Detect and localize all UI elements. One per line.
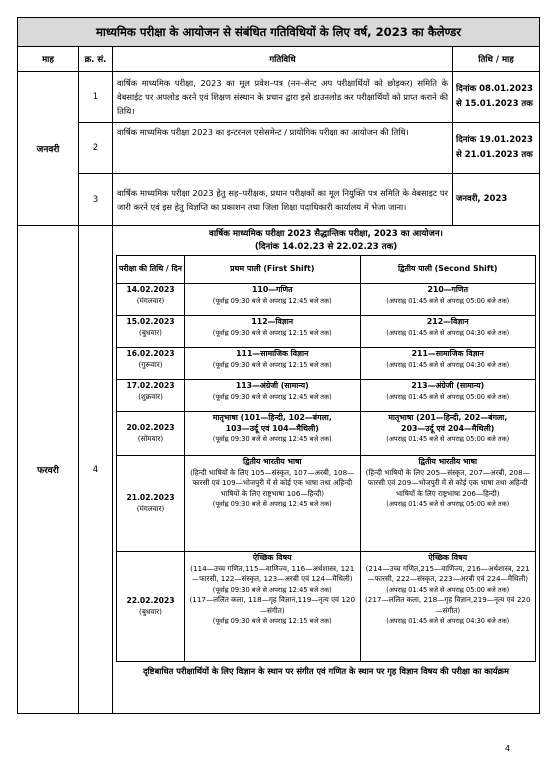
paper-name: ऐच्छिक विषय <box>252 553 292 562</box>
exam-table <box>116 255 536 662</box>
first-shift-cell <box>185 380 361 412</box>
row-activity: वार्षिक माध्यमिक परीक्षा, 2023 का मूल प्रवेश–पत्र (नन–सेन्ट अप परीक्षार्थियों को छोड़कर) समिति के वेबसाईट पर अपलोड करने एवं शिक्षण संस्थान के प्रधान द्वारा इसे डाउनलोड कर परीक्षार्थियों को प्राप्त कराने की तिथि। <box>113 72 453 123</box>
shift-time: (अपराह्न 01:45 बजे से अपराह्न 04:30 बजे तक) <box>386 617 510 625</box>
paper-name: मातृभाषा (101—हिन्दी, 102—बंगला, <box>212 413 332 422</box>
exam-date-cell <box>117 284 185 316</box>
first-shift-cell <box>185 348 361 380</box>
shift-time: (पूर्वाह्न 09:30 बजे से अपराह्न 12:15 बजे तक) <box>212 360 332 369</box>
shift-time: (अपराह्न 01:45 बजे से अपराह्न 05:00 बजे तक) <box>386 296 510 305</box>
exam-date-cell <box>117 316 185 348</box>
first-shift-cell <box>185 412 361 456</box>
paper-detail: (हिन्दी भाषियों के लिए 105—संस्कृत, 107—अरबी, 108—फारसी एवं 109—भोजपुरी में से कोई एक भाषा तथा अहिन्दी भाषियों के लिए राष्ट्रभाषा 106—हिन्दी) <box>190 467 355 498</box>
shift-time: (अपराह्न 01:45 बजे से अपराह्न 04:30 बजे तक) <box>386 360 510 369</box>
shift-time: (अपराह्न 01:45 बजे से अपराह्न 05:00 बजे तक) <box>386 500 510 508</box>
paper-detail: (हिन्दी भाषियों के लिए 205—संस्कृत, 207—अरबी, 208—फारसी एवं 209—भोजपुरी में से कोई एक भाषा तथा अहिन्दी भाषियों के लिए राष्ट्रभाषा 206—हिन्दी) <box>365 467 530 498</box>
exam-date: 14.02.2023 <box>126 285 175 294</box>
row-sno: 4 <box>79 226 113 714</box>
shift-time: (पूर्वाह्न 09:30 बजे से अपराह्न 12:45 बजे तक) <box>212 392 332 401</box>
second-shift-cell <box>360 456 536 552</box>
second-shift-cell <box>360 348 536 380</box>
exam-day: (बुधवार) <box>139 327 162 337</box>
row-sno: 1 <box>79 72 113 123</box>
shift-time: (अपराह्न 01:45 बजे से अपराह्न 05:00 बजे तक) <box>386 585 510 594</box>
shift-time: (पूर्वाह्न 09:30 बजे से अपराह्न 12:45 बजे तक) <box>212 500 332 508</box>
paper-name: मातृभाषा (201—हिन्दी, 202—बंगला, <box>388 413 508 422</box>
month-january: जनवरी <box>18 72 79 226</box>
paper-name: द्वितीय भारतीय भाषा <box>418 457 478 466</box>
second-shift-cell <box>360 552 536 662</box>
exam-date-cell <box>117 412 185 456</box>
col-second-header: द्वितीय पाली (Second Shift) <box>360 256 536 284</box>
exam-day: (गुरूवार) <box>138 359 163 369</box>
paper-name: 111—सामाजिक विज्ञान <box>236 349 309 358</box>
page-number: 4 <box>505 744 511 753</box>
shift-time: (अपराह्न 01:45 बजे से अपराह्न 04:30 बजे तक) <box>386 328 510 337</box>
schedule-subtitle: (दिनांक 14.02.23 से 22.02.23 तक) <box>254 242 398 252</box>
shift-time: (पूर्वाह्न 09:30 बजे से अपराह्न 12:15 बजे तक) <box>212 328 332 337</box>
exam-day: (मंगलवार) <box>136 295 165 305</box>
exam-date: 15.02.2023 <box>126 317 175 326</box>
exam-date: 22.02.2023 <box>126 596 175 605</box>
second-shift-cell <box>360 316 536 348</box>
shift-time: (पूर्वाह्न 09:30 बजे से अपराह्न 12:45 बजे तक) <box>212 296 332 305</box>
paper-detail: (114—उच्च गणित,115—वाणिज्य, 116—अर्थशास्त्र, 121—फारसी, 122—संस्कृत, 123—अरबी एवं 124—मैथिली) <box>190 563 355 583</box>
exam-day: (मंगलवार) <box>136 503 165 513</box>
second-shift-cell <box>360 380 536 412</box>
row-date: जनवरी, 2023 <box>453 174 540 226</box>
paper-name: 112—विज्ञान <box>251 317 294 326</box>
second-shift-cell <box>360 284 536 316</box>
col-date-header: परीक्षा की तिथि / दिन <box>117 256 185 284</box>
calendar-title: माध्यमिक परीक्षा के आयोजन से संबंधित गतिविधियों के लिए वर्ष, 2023 का कैलेण्डर <box>18 18 540 47</box>
exam-date-cell <box>117 380 185 412</box>
header-activity: गतिविधि <box>113 47 453 72</box>
paper-name: 213—अंग्रेजी (सामान्य) <box>411 381 485 390</box>
paper-name: 113—अंग्रेजी (सामान्य) <box>235 381 309 390</box>
schedule-footer: दृष्टिबाधित परीक्षार्थियों के लिए विज्ञान के स्थान पर संगीत एवं गणित के स्थान पर गृह विज्ञान विषय की परीक्षा का कार्यक्रम <box>143 666 509 676</box>
first-shift-cell <box>185 552 361 662</box>
paper-detail: (217—ललित कला, 218—गृह विज्ञान,219—नृत्य एवं 220—संगीत) <box>364 595 531 615</box>
exam-date-cell <box>117 348 185 380</box>
paper-name: 212—विज्ञान <box>426 317 469 326</box>
second-shift-cell <box>360 412 536 456</box>
first-shift-cell <box>185 316 361 348</box>
shift-time: (पूर्वाह्न 09:30 बजे से अपराह्न 12:45 बजे तक) <box>212 585 332 594</box>
exam-date: 16.02.2023 <box>126 349 175 358</box>
header-sno: क्र. सं. <box>79 47 113 72</box>
paper-name: ऐच्छिक विषय <box>428 553 468 562</box>
exam-day: (शुक्रवार) <box>138 391 163 401</box>
col-first-header: प्रथम पाली (First Shift) <box>185 256 361 284</box>
exam-day: (बुधवार) <box>139 606 162 616</box>
shift-time: (पूर्वाह्न 09:30 बजे से अपराह्न 12:45 बजे तक) <box>212 435 332 443</box>
row-activity: वार्षिक माध्यमिक परीक्षा 2023 हेतु सह–परीक्षक, प्रधान परीक्षकों का मूल नियुक्ति पत्र समिति के वेबसाइट पर जारी करने एवं इस हेतु विज्ञप्ति का प्रकाशन तथा जिला शिक्षा पदाधिकारी कार्यालय में भेजा जाना। <box>113 174 453 226</box>
schedule-title: वार्षिक माध्यमिक परीक्षा 2023 सैद्धान्तिक परीक्षा, 2023 का आयोजन। <box>209 229 443 239</box>
first-shift-cell <box>185 284 361 316</box>
row-date: दिनांक 08.01.2023 से 15.01.2023 तक <box>453 72 540 123</box>
row-sno: 3 <box>79 174 113 226</box>
exam-date-cell <box>117 456 185 552</box>
exam-date: 21.02.2023 <box>126 493 175 502</box>
calendar-table <box>17 17 540 714</box>
header-date: तिथि / माह <box>453 47 540 72</box>
paper-name: 103—उर्दू एवं 104—मैथिली) <box>225 423 319 433</box>
paper-name: 211—सामाजिक विज्ञान <box>411 349 484 358</box>
exam-date: 20.02.2023 <box>126 423 175 432</box>
first-shift-cell <box>185 456 361 552</box>
row-sno: 2 <box>79 123 113 174</box>
paper-name: 203—उर्दू एवं 204—मैथिली) <box>401 423 495 433</box>
row-date: दिनांक 19.01.2023 से 21.01.2023 तक <box>453 123 540 174</box>
february-schedule <box>113 226 540 714</box>
paper-name: 110—गणित <box>251 285 293 294</box>
paper-detail: (214—उच्च गणित,215—वाणिज्य, 216—अर्थशास्त्र, 221—फारसी, 222—संस्कृत, 223—अरबी एवं 224—मैथिली) <box>365 563 530 583</box>
header-month: माह <box>18 47 79 72</box>
paper-name: 210—गणित <box>427 285 469 294</box>
shift-time: (अपराह्न 01:45 बजे से अपराह्न 05:00 बजे तक) <box>386 392 510 401</box>
row-activity: वार्षिक माध्यमिक परीक्षा 2023 का इन्टरनल एसेसमेन्ट / प्रायोगिक परीक्षा का आयोजन की तिथि। <box>113 123 453 174</box>
shift-time: (पूर्वाह्न 09:30 बजे से अपराह्न 12:15 बजे तक) <box>212 617 332 625</box>
month-february: फरवरी <box>18 226 79 714</box>
exam-date: 17.02.2023 <box>126 381 175 390</box>
paper-detail: (117—ललित कला, 118—गृह विज्ञान,119—नृत्य एवं 120—संगीत) <box>189 595 356 615</box>
exam-day: (सोमवार) <box>137 433 164 443</box>
shift-time: (अपराह्न 01:45 बजे से अपराह्न 05:00 बजे तक) <box>386 435 510 443</box>
paper-name: द्वितीय भारतीय भाषा <box>242 457 302 466</box>
exam-date-cell <box>117 552 185 662</box>
